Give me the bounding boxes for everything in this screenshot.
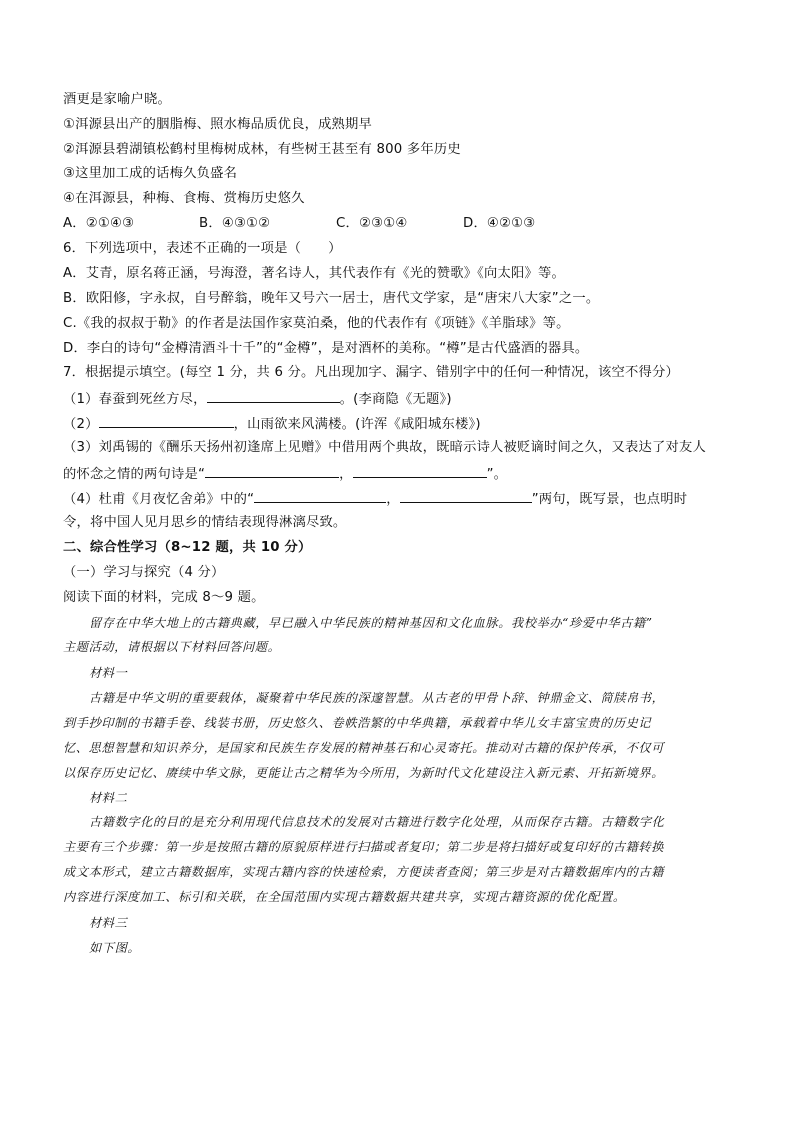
material-1-line-1: 古籍是中华文明的重要载体，凝聚着中华民族的深邃智慧。从古老的甲骨卜辞、钟鼎金文、简牍帛书， <box>89 691 665 705</box>
material-intro-line-1: 留存在中华大地上的古籍典藏，早已融入中华民族的精神基因和文化血脉。我校举办“珍爱中华古籍” <box>89 616 653 630</box>
material-intro-line-2: 主题活动，请根据以下材料回答问题。 <box>63 640 281 654</box>
subsection-heading: （一）学习与探究（4 分） <box>63 565 225 580</box>
fill-blank-5[interactable] <box>254 488 386 503</box>
fill-blank-6[interactable] <box>400 488 532 503</box>
question-7-part-1: （1）春蚕到死丝方尽， 。(李商隐《无题》) <box>63 388 452 410</box>
section-2-heading: 二、综合性学习（8~12 题，共 10 分） <box>63 540 312 555</box>
passage-continuation: 酒更是家喻户晓。 <box>63 92 171 107</box>
material-3-title: 材料三 <box>89 916 128 930</box>
material-1-line-2: 到手抄印制的书籍手卷、线装书册，历史悠久、卷帙浩繁的中华典籍，承载着中华儿女丰富宝贵的历史记 <box>63 716 652 730</box>
material-1-line-4: 以保存历史记忆、赓续中华文脉，更能让古之精华为今所用，为新时代文化建设注入新元素、开拓新境界。 <box>63 766 665 780</box>
answer-options-row <box>63 214 535 234</box>
option-d: D．④②①③ <box>463 216 536 231</box>
question-6-option-b: B．欧阳修，字永叔，自号醉翁，晚年又号六一居士，唐代文学家，是“唐宋八大家”之一。 <box>63 291 600 306</box>
question-7-stem: 7．根据提示填空。(每空 1 分，共 6 分。凡出现加字、漏字、错别字中的任何一种情况，该空不得分） <box>63 365 679 380</box>
fill-blank-4[interactable] <box>353 463 487 478</box>
question-6-option-a: A．艾青，原名蒋正涵，号海澄，著名诗人，其代表作有《光的赞歌》《向太阳》等。 <box>63 266 566 281</box>
sentence-item-2: ②洱源县碧湖镇松鹤村里梅树成林，有些树王甚至有 800 多年历史 <box>63 142 461 157</box>
question-7-part-3-line-2: 的怀念之情的两句诗是“ ， ”。 <box>63 463 507 485</box>
question-7-part-4-line-1: （4）杜甫《月夜忆舍弟》中的“ ， ”两句，既写景，也点明时 <box>63 488 687 510</box>
option-b: B．④③①② <box>199 216 271 231</box>
fill-blank-1[interactable] <box>207 388 340 403</box>
fill-blank-3[interactable] <box>205 463 339 478</box>
question-6-option-d: D．李白的诗句“金樽清酒斗十千”的“金樽”，是对酒杯的美称。“樽”是古代盛酒的器具。 <box>63 341 589 356</box>
option-c: C．②③①④ <box>336 216 408 231</box>
question-6-option-c: C.《我的叔叔于勒》的作者是法国作家莫泊桑，他的代表作有《项链》《羊脂球》等。 <box>63 316 570 331</box>
option-a: A．②①④③ <box>63 216 135 231</box>
sentence-item-4: ④在洱源县，种梅、食梅、赏梅历史悠久 <box>63 191 305 206</box>
material-2-title: 材料二 <box>89 791 128 805</box>
material-2-line-1: 古籍数字化的目的是充分利用现代信息技术的发展对古籍进行数字化处理，从而保存古籍。古籍数字化 <box>89 815 665 829</box>
material-3-line-1: 如下图。 <box>89 941 141 955</box>
sentence-item-3: ③这里加工成的话梅久负盛名 <box>63 166 238 181</box>
reading-instruction: 阅读下面的材料，完成 8～9 题。 <box>63 590 265 605</box>
question-6-stem: 6．下列选项中，表述不正确的一项是（ ） <box>63 241 342 256</box>
question-7-part-3-line-1: （3）刘禹锡的《酬乐天扬州初逢席上见赠》中借用两个典故，既暗示诗人被贬谪时间之久，又表达了对友人 <box>63 440 707 455</box>
material-2-line-3: 成文本形式，建立古籍数据库，实现古籍内容的快速检索，方便读者查阅；第三步是对古籍数据库内的古籍 <box>63 865 665 879</box>
material-2-line-2: 主要有三个步骤：第一步是按照古籍的原貌原样进行扫描或者复印；第二步是将扫描好或复印好的古籍转换 <box>63 840 665 854</box>
material-2-line-4: 内容进行深度加工、标引和关联，在全国范围内实现古籍数据共建共享，实现古籍资源的优化配置。 <box>63 890 626 904</box>
fill-blank-2[interactable] <box>99 413 234 428</box>
sentence-item-1: ①洱源县出产的胭脂梅、照水梅品质优良，成熟期早 <box>63 117 373 132</box>
material-1-line-3: 忆、思想智慧和知识养分，是国家和民族生存发展的精神基石和心灵寄托。推动对古籍的保护传承，不仅可 <box>63 741 665 755</box>
question-7-part-4-line-2: 令，将中国人见月思乡的情结表现得淋漓尽致。 <box>63 515 347 530</box>
question-7-part-2: （2） ，山雨欲来风满楼。(许浑《咸阳城东楼》) <box>63 413 481 435</box>
material-1-title: 材料一 <box>89 666 128 680</box>
